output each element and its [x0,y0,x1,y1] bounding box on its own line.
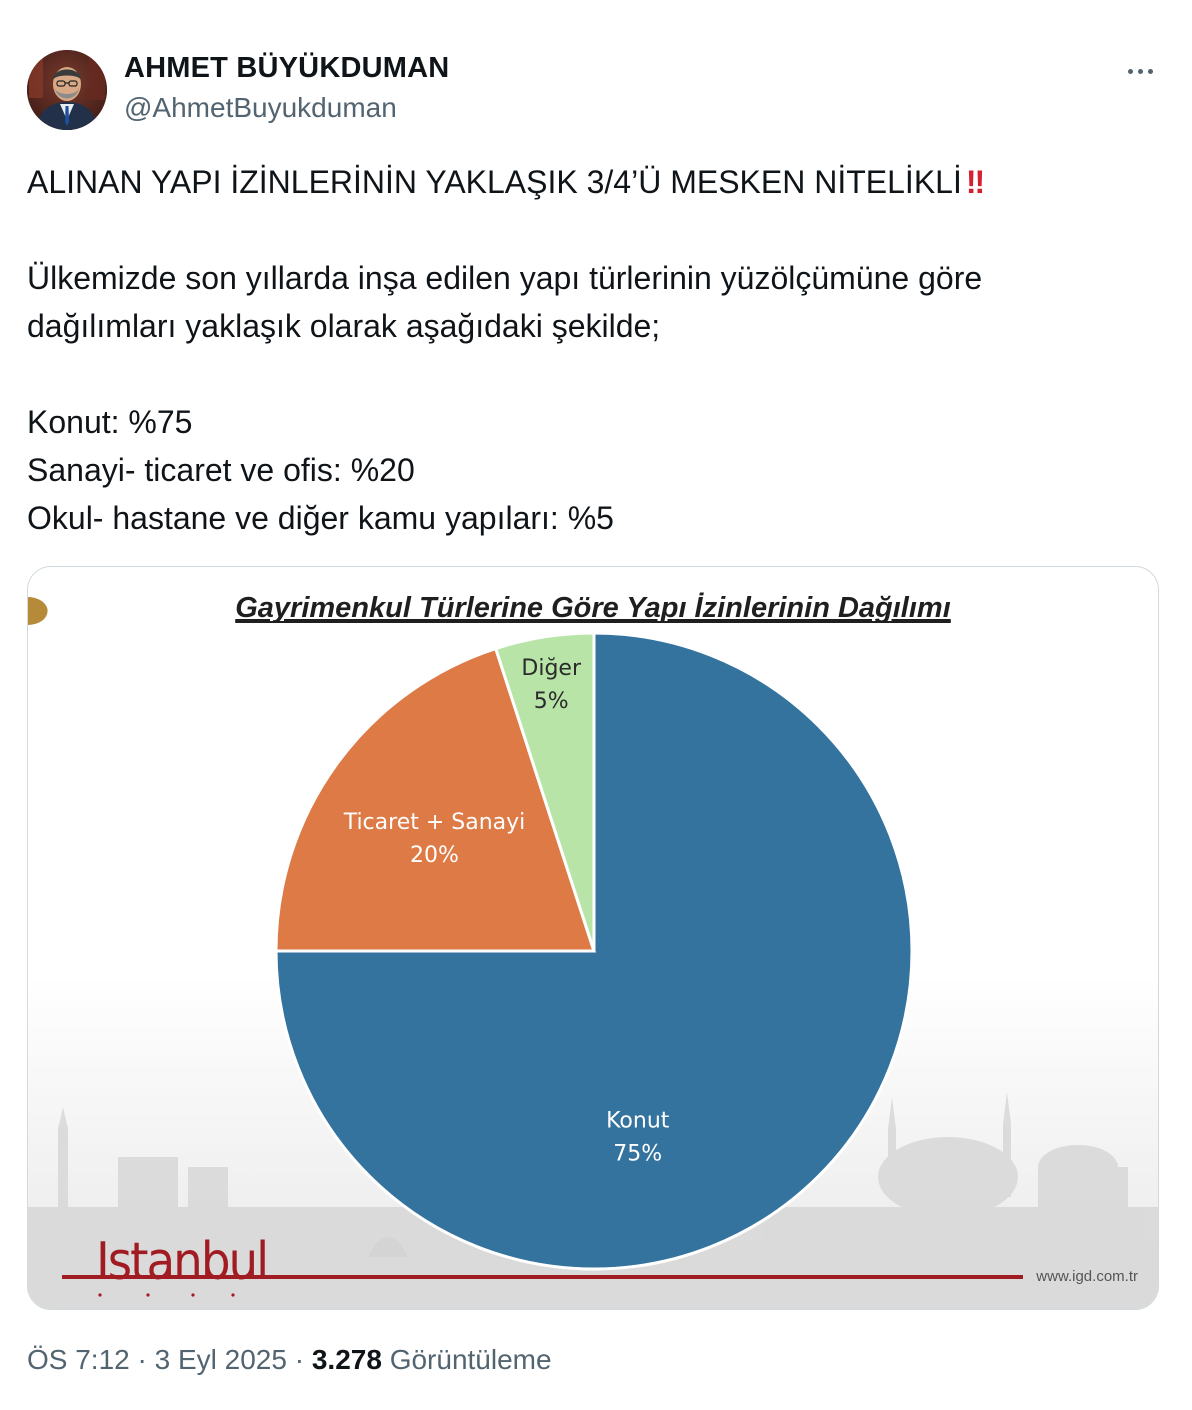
tweet-line-2: Ülkemizde son yıllarda inşa edilen yapı türlerinin yüzölçümüne göre [27,260,983,296]
more-horizontal-icon-dot-3 [1148,69,1153,74]
tweet-line-6: Okul- hastane ve diğer kamu yapıları: %5 [27,500,614,536]
author-handle[interactable]: @AhmetBuyukduman [124,92,397,123]
more-horizontal-icon-dot-2 [1138,69,1143,74]
more-horizontal-icon [1128,69,1133,74]
more-button[interactable] [1118,54,1162,88]
tweet-line-4: Konut: %75 [27,404,193,440]
tweet-timestamp-date[interactable]: 3 Eyl 2025 [154,1344,287,1375]
avatar[interactable] [27,50,107,130]
paragraph-gap [27,350,1147,398]
slice-value-di-er: 5% [533,688,569,714]
istanbul-logo-text: Istanbul [96,1232,268,1292]
author-display-name[interactable]: AHMET BÜYÜKDUMAN [124,52,450,84]
watermark-url: www.igd.com.tr [1036,1268,1138,1285]
double-exclamation-icon: !! [965,164,984,200]
tweet-line-1: ALINAN YAPI İZİNLERİNİN YAKLAŞIK 3/4’Ü MESKEN NİTELİKLİ [27,164,962,200]
paragraph-gap [27,206,1147,254]
chart-title: Gayrimenkul Türlerine Göre Yapı İzinlerinin Dağılımı [235,592,951,624]
meta-separator: · [294,1344,305,1375]
tweet-meta [27,1344,552,1376]
tweet-media-image[interactable] [27,566,1159,1310]
slice-label-konut: Konut [606,1108,670,1134]
tweet-line-5: Sanayi- ticaret ve ofis: %20 [27,452,415,488]
views-count: 3.278 [311,1344,382,1375]
tweet-headline [27,158,1147,206]
tweet-line-3: dağılımları yaklaşık olarak aşağıdaki şekilde; [27,308,661,344]
avatar-image [27,50,107,130]
tweet-text [27,158,1147,542]
slice-label-di-er: Diğer [521,655,582,681]
tweet-timestamp-time[interactable]: ÖS 7:12 [27,1344,130,1375]
slice-value-konut: 75% [613,1141,663,1167]
pie-chart [28,567,1158,1309]
slice-label-ticaret-sanayi: Ticaret + Sanayi [343,810,526,836]
meta-separator: · [137,1344,147,1375]
views-label: Görüntüleme [389,1344,552,1375]
pie-slices [276,633,912,1269]
slice-value-ticaret-sanayi: 20% [410,843,459,869]
